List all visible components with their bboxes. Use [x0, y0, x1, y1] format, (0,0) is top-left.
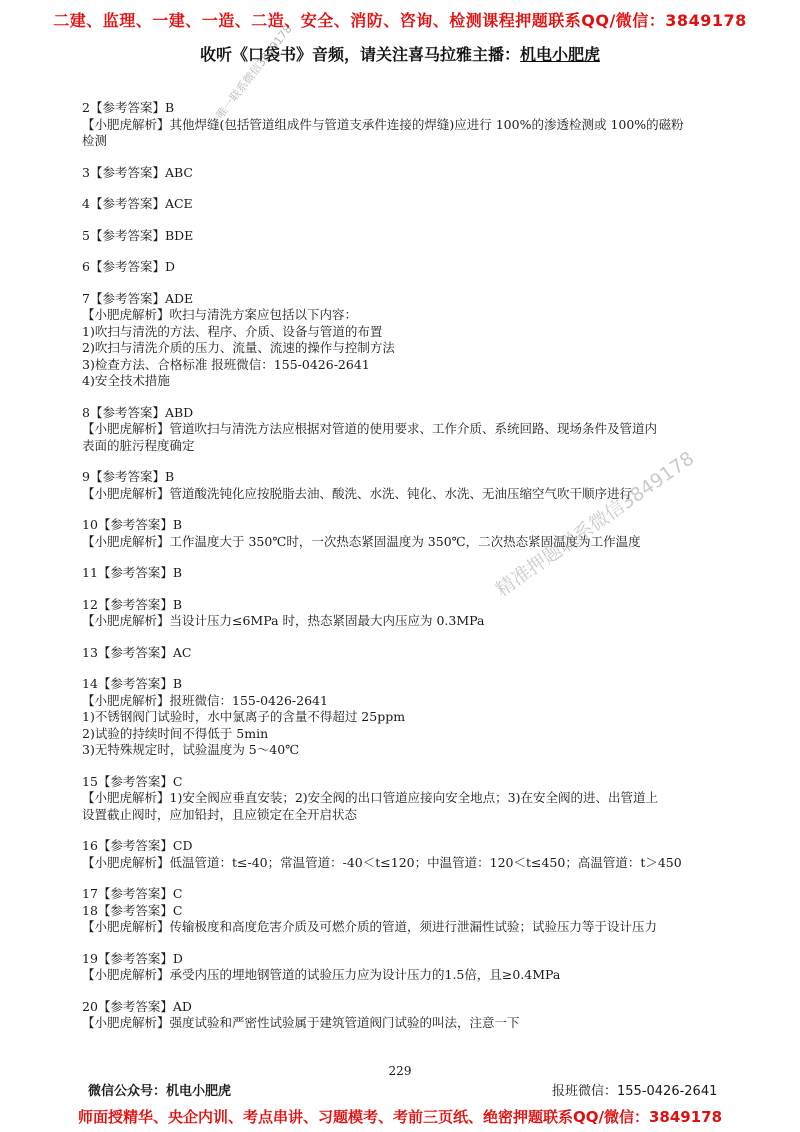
explanation-line: 1)吹扫与清洗的方法、程序、介质、设备与管道的布置 [82, 323, 383, 339]
explanation-line: 设置截止阀时，应加铅封，且应锁定在全开启状态 [82, 806, 358, 822]
answer-key: 12【参考答案】B [82, 596, 183, 612]
answer-key: 17【参考答案】C [82, 886, 183, 901]
answer-block [82, 228, 722, 245]
answer-key: 11【参考答案】B [82, 565, 183, 580]
answer-block [82, 100, 722, 150]
host-name-link[interactable]: 机电小肥虎 [520, 45, 601, 64]
answer-key: 18【参考答案】C [82, 902, 183, 918]
subtitle-prefix: 收听《口袋书》音频，请关注喜马拉雅主播： [199, 45, 520, 64]
answer-block [82, 886, 722, 903]
answer-block [82, 903, 722, 936]
explanation-line: 3)检查方法、合格标准 报班微信：155-0426-2641 [82, 356, 370, 372]
answer-key: 5【参考答案】BDE [82, 227, 194, 243]
answer-block [82, 951, 722, 984]
explanation-line: 【小肥虎解析】管道吹扫与清洗方法应根据对管道的使用要求、工作介质、系统回路、现场条件及管道内 [82, 421, 658, 436]
explanation-line: 【小肥虎解析】其他焊缝(包括管道组成件与管道支承件连接的焊缝)应进行 100%的渗透检测或 100%的磁粉 [82, 116, 684, 132]
explanation-line: 4)安全技术措施 [82, 373, 170, 388]
answer-key: 13【参考答案】AC [82, 644, 192, 660]
footer-wechat-account: 微信公众号：机电小肥虎 [88, 1084, 232, 1099]
answer-block [82, 774, 722, 824]
answer-block [82, 565, 722, 582]
answer-block [82, 597, 722, 630]
explanation-line: 【小肥虎解析】工作温度大于 350℃时，一次热态紧固温度为 350℃，二次热态紧固温度为工作温度 [82, 533, 641, 549]
answer-block [82, 838, 722, 871]
top-banner: 二建、监理、一建、一造、二造、安全、消防、咨询、检测课程押题联系QQ/微信：3849178 [53, 11, 747, 30]
answer-key: 15【参考答案】C [82, 773, 183, 789]
explanation-line: 2)试验的持续时间不得低于 5min [82, 725, 269, 741]
explanation-line: 【小肥虎解析】承受内压的埋地钢管道的试验压力应为设计压力的1.5倍，且≥0.4MPa [82, 967, 561, 982]
answer-block [82, 999, 722, 1032]
explanation-line: 【小肥虎解析】当设计压力≤6MPa 时，热态紧固最大内压应为 0.3MPa [82, 613, 485, 628]
answer-block [82, 196, 722, 213]
answer-key: 9【参考答案】B [82, 469, 175, 484]
explanation-line: 【小肥虎解析】低温管道：t≤-40；常温管道：-40＜t≤120；中温管道：120＜t≤450；高温管道：t＞450 [82, 854, 682, 870]
watermark-large: 精准押题联系微信3849178 [491, 447, 699, 602]
watermark-small: 唯一联系微信3849178 [213, 22, 295, 122]
explanation-line: 3)无特殊规定时，试验温度为 5～40℃ [82, 742, 300, 757]
explanation-line: 【小肥虎解析】强度试验和严密性试验属于建筑管道阀门试验的叫法，注意一下 [82, 1015, 520, 1030]
explanation-line: 【小肥虎解析】吹扫与清洗方案应包括以下内容： [82, 307, 358, 322]
answer-key: 16【参考答案】CD [82, 838, 193, 853]
answer-list [82, 100, 722, 1047]
explanation-line: 1)不锈钢阀门试验时，水中氯离子的含量不得超过 25ppm [82, 709, 406, 724]
answer-key: 14【参考答案】B [82, 676, 183, 691]
answer-block [82, 517, 722, 550]
answer-block [82, 645, 722, 662]
explanation-line: 【小肥虎解析】报班微信：155-0426-2641 [82, 692, 328, 708]
answer-block [82, 291, 722, 390]
answer-block [82, 405, 722, 455]
explanation-line: 【小肥虎解析】1)安全阀应垂直安装；2)安全阀的出口管道应接向安全地点；3)在安全阀的进、出管道上 [82, 790, 658, 805]
answer-key: 8【参考答案】ABD [82, 404, 194, 420]
answer-block [82, 676, 722, 759]
bottom-banner: 师面授精华、央企内训、考点串讲、习题模考、考前三页纸、绝密押题联系QQ/微信：3849178 [77, 1108, 723, 1126]
explanation-line: 【小肥虎解析】管道酸洗钝化应按脱脂去油、酸洗、水洗、钝化、水洗、无油压缩空气吹干顺序进行 [82, 485, 633, 501]
footer-contact: 报班微信：155-0426-2641 [552, 1084, 718, 1099]
answer-key: 10【参考答案】B [82, 517, 183, 532]
explanation-line: 【小肥虎解析】传输极度和高度危害介质及可燃介质的管道，须进行泄漏性试验；试验压力等于设计压力 [82, 919, 658, 934]
explanation-line: 2)吹扫与清洗介质的压力、流量、流速的操作与控制方法 [82, 340, 395, 355]
answer-key: 3【参考答案】ABC [82, 164, 193, 180]
answer-key: 7【参考答案】ADE [82, 290, 194, 306]
answer-key: 6【参考答案】D [82, 259, 175, 274]
page-subtitle [0, 42, 800, 65]
answer-block [82, 259, 722, 276]
answer-key: 2【参考答案】B [82, 100, 175, 115]
page-number: 229 [388, 1064, 412, 1078]
explanation-line: 表面的脏污程度确定 [82, 437, 195, 453]
answer-block [82, 165, 722, 182]
answer-key: 19【参考答案】D [82, 950, 183, 966]
answer-key: 20【参考答案】AD [82, 998, 192, 1014]
explanation-line: 检测 [82, 133, 108, 148]
answer-key: 4【参考答案】ACE [82, 196, 193, 211]
